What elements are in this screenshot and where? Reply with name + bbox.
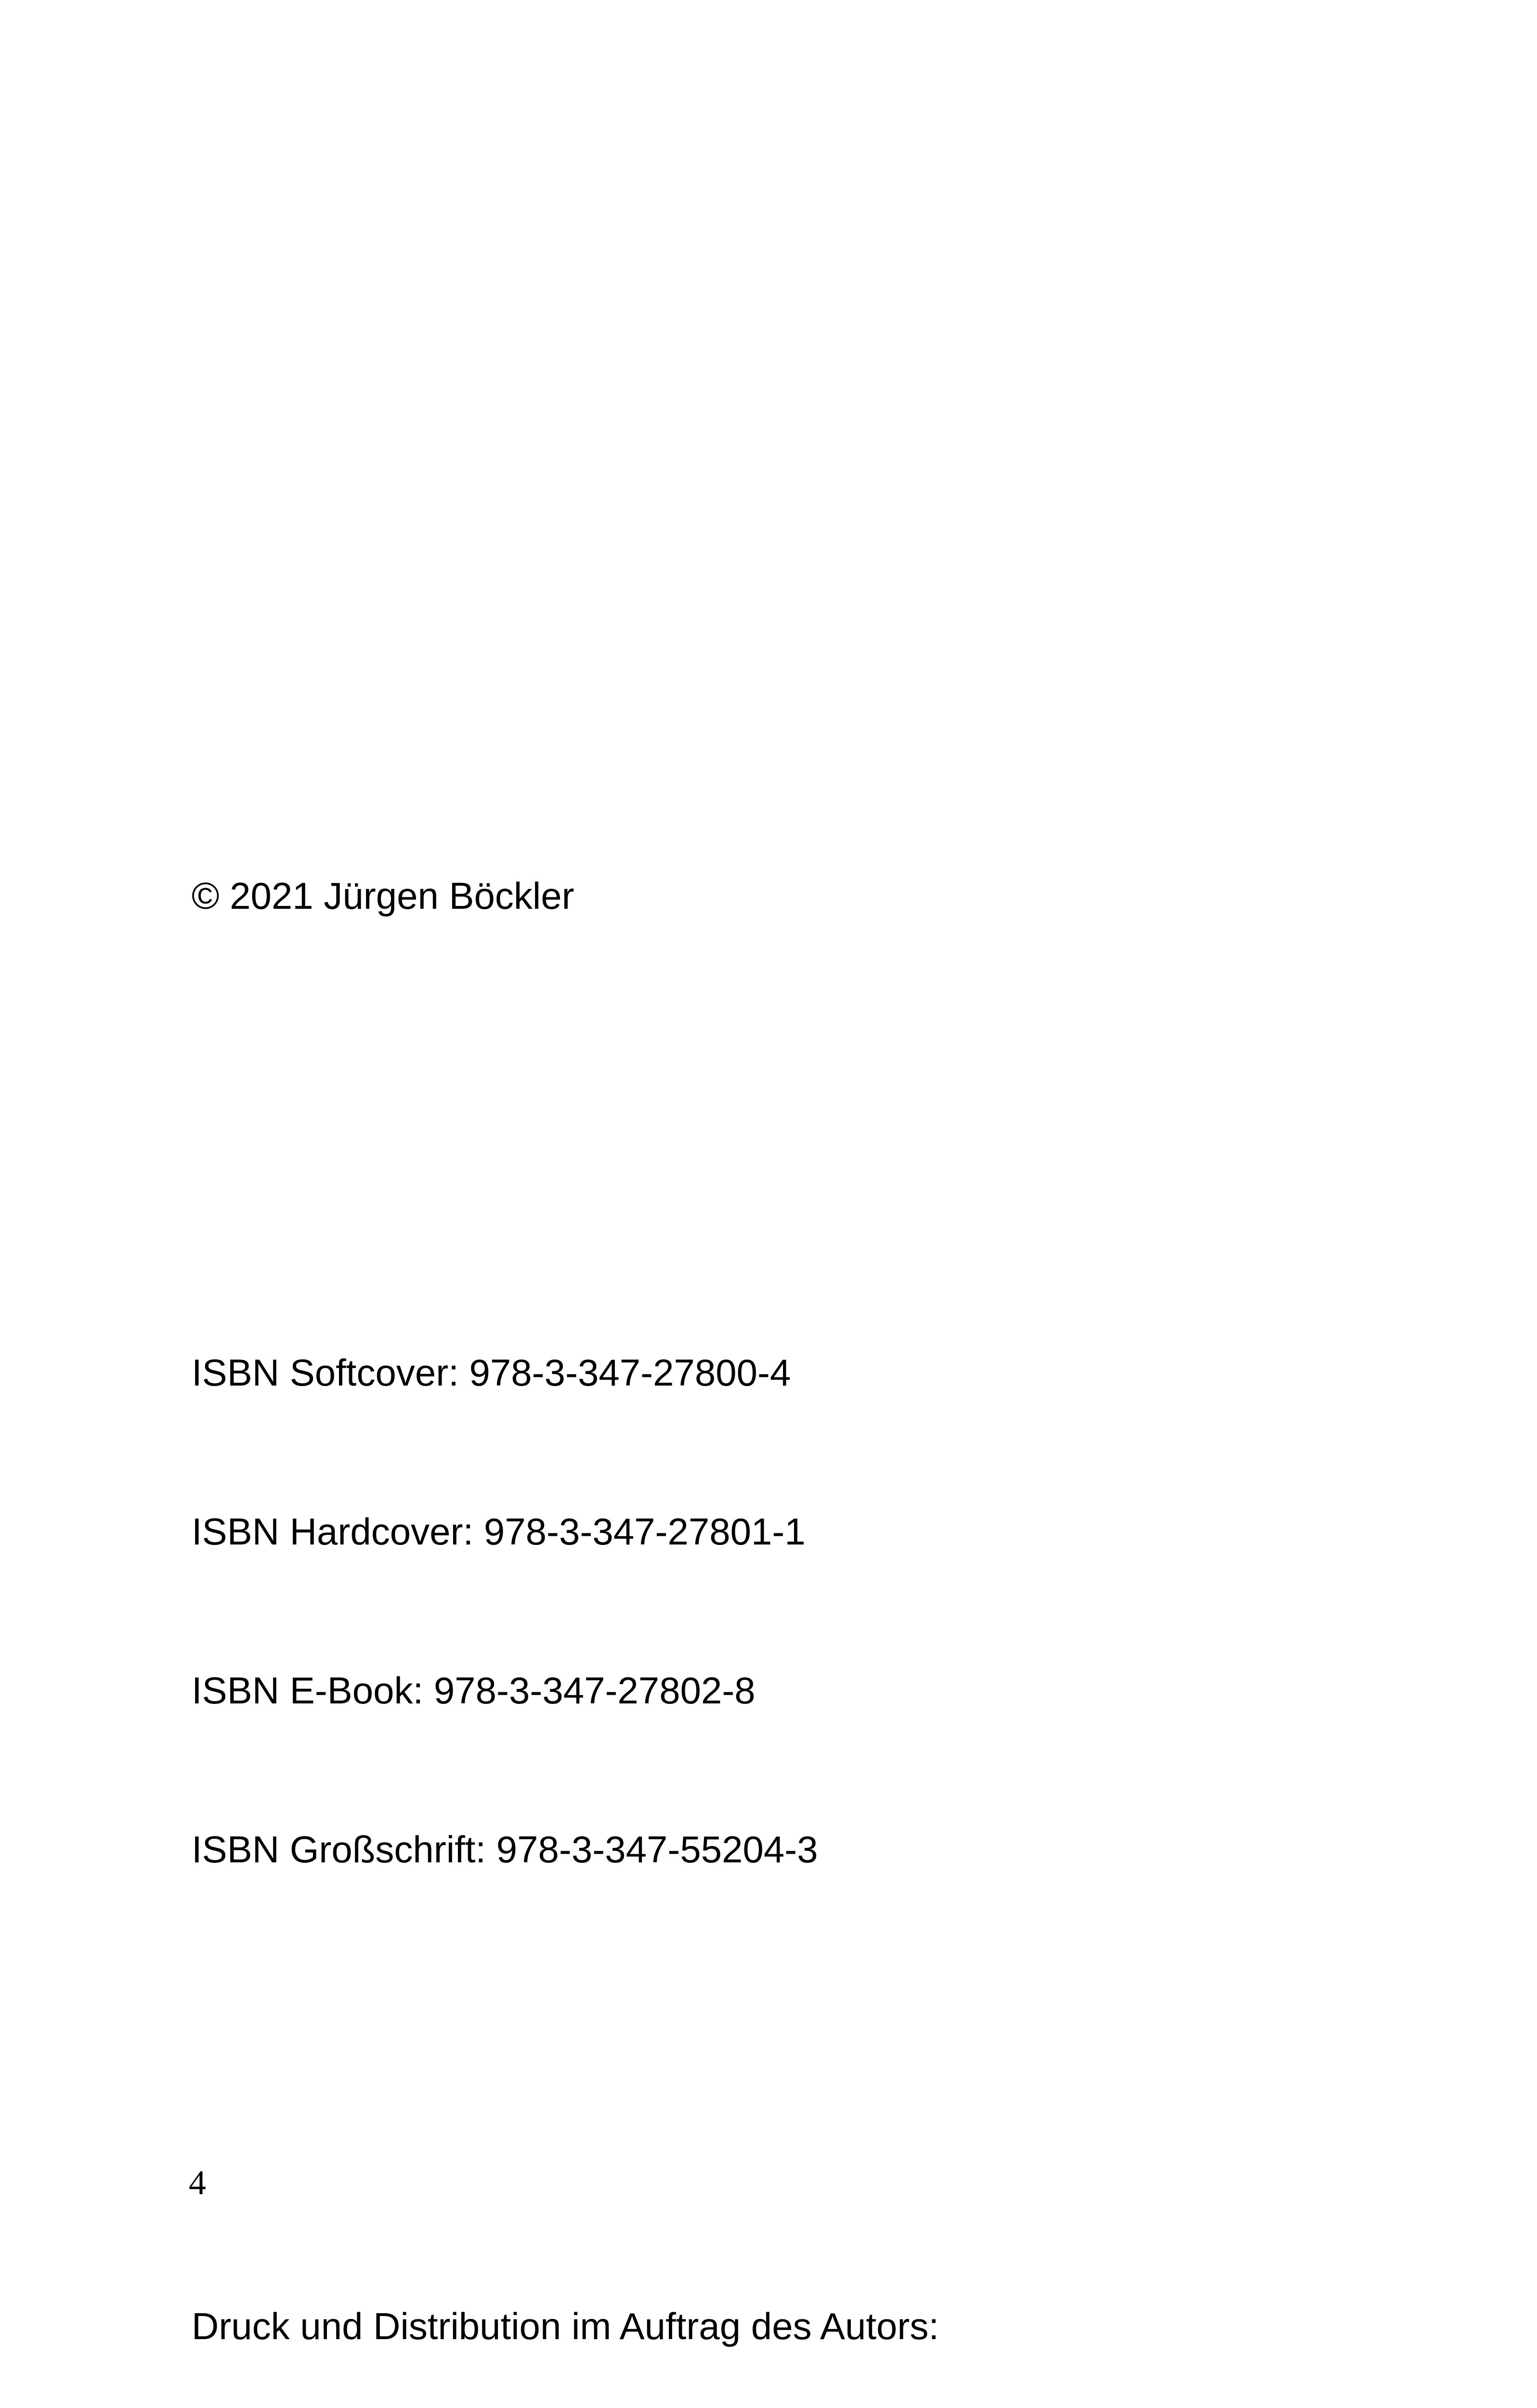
copyright-block [192, 763, 1347, 1028]
isbn-ebook: ISBN E-Book: 978-3-347-27802-8 [192, 1669, 755, 1712]
isbn-softcover: ISBN Softcover: 978-3-347-27800-4 [192, 1351, 791, 1394]
isbn-hardcover: ISBN Hardcover: 978-3-347-27801-1 [192, 1510, 806, 1553]
copyright-line: © 2021 Jürgen Böckler [192, 875, 574, 917]
page-number: 4 [189, 2163, 206, 2202]
distribution-block [192, 2194, 1347, 2408]
distribution-line: Druck und Distribution im Auftrag des Autors: [192, 2305, 939, 2347]
isbn-block [192, 1240, 1347, 1982]
imprint-section [192, 657, 1347, 2408]
isbn-large-print: ISBN Großschrift: 978-3-347-55204-3 [192, 1828, 818, 1871]
